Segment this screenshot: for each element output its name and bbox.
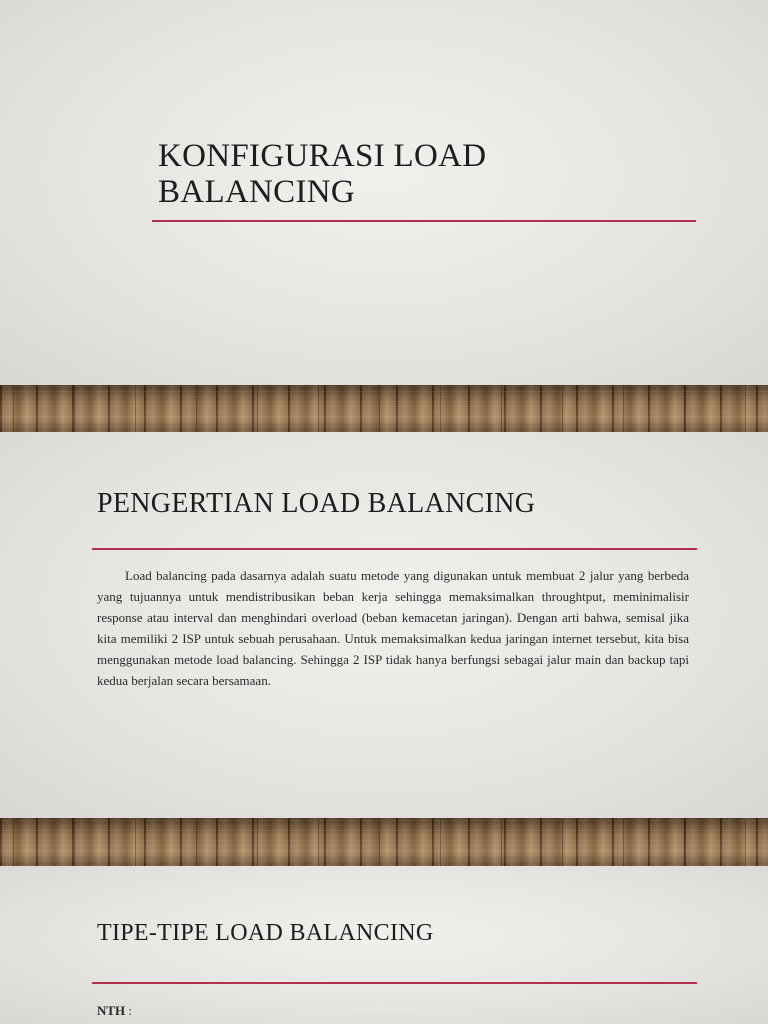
slide-1	[0, 0, 768, 385]
wood-floor-divider	[0, 385, 768, 432]
slide-1-title-underline	[152, 220, 696, 222]
slide-1-title	[158, 138, 486, 210]
slide-3-title: TIPE-TIPE LOAD BALANCING	[97, 920, 434, 946]
slide-2-title: PENGERTIAN LOAD BALANCING	[97, 488, 536, 519]
nth-label: NTH	[97, 1003, 126, 1018]
slide-1-title-line-1: KONFIGURASI LOAD	[158, 138, 487, 174]
slide-2-title-underline	[92, 548, 697, 550]
wood-floor-divider	[0, 818, 768, 866]
slide-3	[0, 866, 768, 1024]
slide-2-body-paragraph: Load balancing pada dasarnya adalah suatu metode yang digunakan untuk membuat 2 jalur yang berbeda yang tujuannya untuk mendistribusikan beban kerja sehingga memaksimalkan throughtput, meminimalisir response atau interval dan menghindari overload (beban kemacetan jaringan). Dengan arti bahwa, semisal jika kita memiliki 2 ISP untuk sebuah perusahaan. Untuk memaksimalkan kedua jaringan internet tersebut, kita bisa menggunakan metode load balancing. Sehingga 2 ISP tidak hanya berfungsi sebagai jalur main dan backup tapi kedua berjalan secara bersamaan.	[97, 568, 689, 688]
nth-suffix: :	[125, 1003, 133, 1018]
slide-3-title-underline	[92, 982, 697, 984]
slide-3-nth-line	[97, 1003, 132, 1019]
slide-2	[0, 432, 768, 818]
slide-1-title-line-2: BALANCING	[158, 174, 356, 210]
